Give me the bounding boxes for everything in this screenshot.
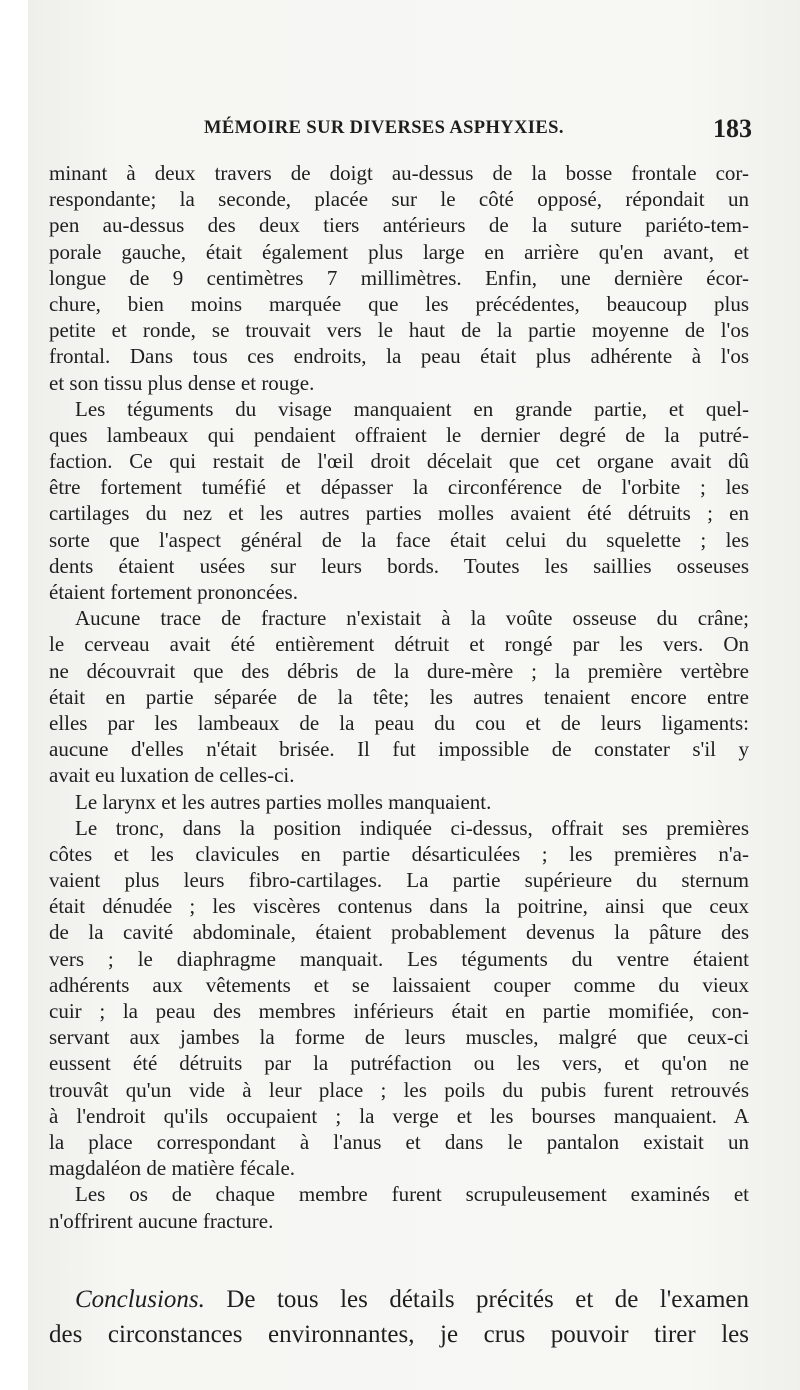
body-line: magdaléon de matière fécale. [49, 1156, 296, 1181]
page-number: 183 [713, 114, 752, 143]
body-line: elles par les lambeaux de la peau du cou et de leurs ligaments: [49, 710, 749, 735]
paragraph-first-line: Aucune trace de fracture n'existait à la voûte osseuse du crâne; [75, 606, 749, 631]
body-line: sorte que l'aspect général de la face était celui du squelette ; les [49, 527, 749, 552]
body-line: vaient plus leurs fibro-cartilages. La partie supérieure du sternum [49, 868, 749, 893]
body-line: petite et ronde, se trouvait vers le haut de la partie moyenne de l'os [49, 318, 749, 343]
body-line: respondante; la seconde, placée sur le côté opposé, répondait un [49, 187, 749, 212]
body-line: faction. Ce qui restait de l'œil droit décelait que cet organe avait dû [49, 449, 749, 474]
body-line: vers ; le diaphragme manquait. Les téguments du ventre étaient [49, 946, 749, 971]
body-line: était en partie séparée de la tête; les autres tenaient encore entre [49, 684, 749, 709]
body-line: pen au-dessus des deux tiers antérieurs de la suture pariéto-tem- [49, 213, 749, 238]
body-line: adhérents aux vêtements et se laissaient couper comme du vieux [49, 972, 749, 997]
body-line: dents étaient usées sur leurs bords. Toutes les saillies osseuses [49, 553, 749, 578]
body-line: être fortement tuméfié et dépasser la circonférence de l'orbite ; les [49, 475, 749, 500]
conclusion-line-2: des circonstances environnantes, je crus pouvoir tirer les [49, 1321, 749, 1348]
body-line: cartilages du nez et les autres parties molles avaient été détruits ; en [49, 501, 749, 526]
body-line: longue de 9 centimètres 7 millimètres. Enfin, une dernière écor- [49, 265, 749, 290]
body-line: ne découvrait que des débris de la dure-mère ; la première vertèbre [49, 658, 749, 683]
body-line: frontal. Dans tous ces endroits, la peau était plus adhérente à l'os [49, 344, 749, 369]
paragraph-first-line: Le larynx et les autres parties molles manquaient. [75, 789, 492, 814]
body-line: servant aux jambes la forme de leurs muscles, malgré que ceux-ci [49, 1025, 749, 1050]
body-line: étaient fortement prononcées. [49, 580, 298, 604]
body-line: était dénudée ; les viscères contenus dans la poitrine, ainsi que ceux [49, 894, 749, 919]
body-line: cuir ; la peau des membres inférieurs était en partie momifiée, con- [49, 999, 749, 1023]
conclusion-line-1-text: De tous les détails précités et de l'examen [204, 1286, 749, 1313]
body-line: n'offrirent aucune fracture. [49, 1208, 274, 1233]
conclusion-paragraph [49, 1282, 749, 1352]
body-line: porale gauche, était également plus large en arrière qu'en avant, et [49, 239, 749, 264]
body-line: avait eu luxation de celles-ci. [49, 763, 295, 788]
body-line: trouvât qu'un vide à leur place ; les poils du pubis furent retrouvés [49, 1077, 749, 1102]
body-line: et son tissu plus dense et rouge. [49, 370, 315, 395]
page-header [204, 114, 752, 144]
body-line: ques lambeaux qui pendaient offraient le dernier degré de la putré- [49, 422, 749, 447]
body-text [49, 160, 749, 1234]
running-head: MÉMOIRE SUR DIVERSES ASPHYXIES. [204, 118, 564, 138]
body-line: la place correspondant à l'anus et dans le pantalon existait un [49, 1129, 749, 1154]
body-line: aucune d'elles n'était brisée. Il fut impossible de constater s'il y [49, 737, 749, 762]
paragraph-first-line: Les téguments du visage manquaient en grande partie, et quel- [75, 396, 749, 421]
body-line: minant à deux travers de doigt au-dessus de la bosse frontale cor- [49, 161, 749, 185]
body-line: eussent été détruits par la putréfaction ou les vers, et qu'on ne [49, 1051, 749, 1076]
body-line: côtes et les clavicules en partie désarticulées ; les premières n'a- [49, 841, 749, 866]
body-line: à l'endroit qu'ils occupaient ; la verge et les bourses manquaient. A [49, 1103, 749, 1128]
body-line: chure, bien moins marquée que les précédentes, beaucoup plus [49, 291, 749, 316]
paragraph-first-line: Le tronc, dans la position indiquée ci-dessus, offrait ses premières [75, 815, 749, 840]
paragraph-first-line: Les os de chaque membre furent scrupuleusement examinés et [75, 1182, 749, 1207]
body-line: de la cavité abdominale, étaient probablement devenus la pâture des [49, 920, 749, 945]
conclusion-heading: Conclusions. [75, 1286, 205, 1313]
body-line: le cerveau avait été entièrement détruit et rongé par les vers. On [49, 632, 749, 657]
conclusion-first-line [49, 1282, 749, 1317]
